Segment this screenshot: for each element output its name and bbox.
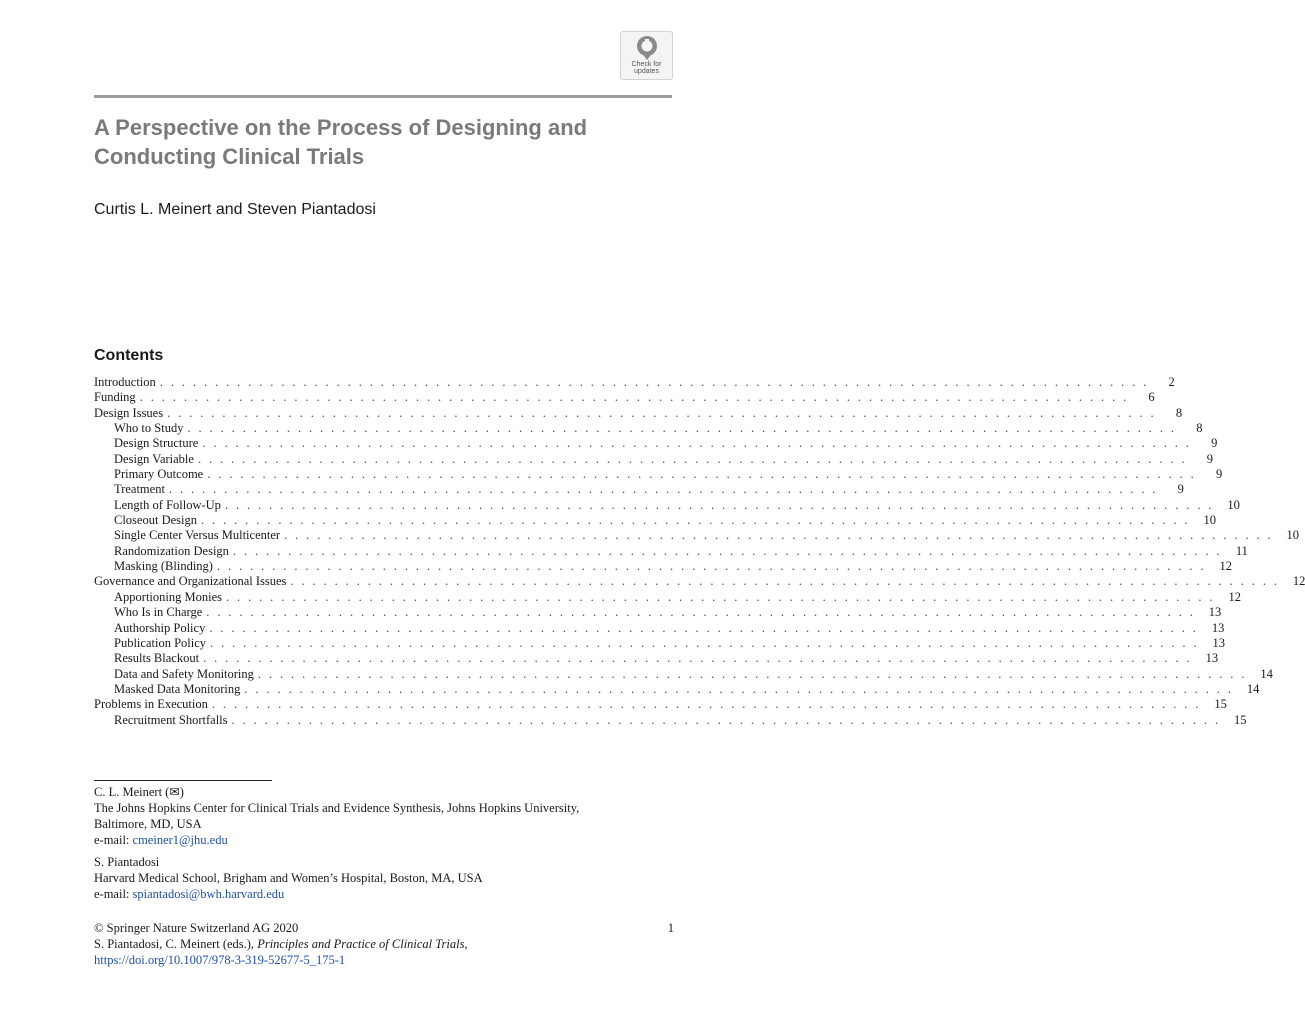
table-of-contents [94,375,1305,728]
toc-entry[interactable] [94,436,1218,451]
email-link-piantadosi[interactable]: spiantadosi@bwh.harvard.edu [132,887,285,901]
toc-entry-label[interactable]: Who Is in Charge [114,605,203,620]
toc-entry[interactable] [94,543,1248,559]
toc-entry-page[interactable]: 12 [1228,589,1241,604]
toc-entry-page[interactable]: 9 [1215,467,1223,482]
toc-entry-label[interactable]: Apportioning Monies [114,589,222,604]
chapter-authors: Curtis L. Meinert and Steven Piantadosi [94,201,376,218]
page-number: 1 [667,921,674,935]
toc-entry[interactable] [94,651,1219,666]
email-link-meinert[interactable]: cmeiner1@jhu.edu [132,833,228,847]
toc-entry-label[interactable]: Masking (Blinding) [114,559,213,574]
toc-entry-page[interactable]: 10 [1203,513,1216,528]
affiliation-institution: The Johns Hopkins Center for Clinical Trials and Evidence Synthesis, Johns Hopkins University, [94,801,580,815]
email-prefix: e-mail: [94,887,133,901]
toc-entry-page[interactable]: 9 [1206,451,1213,466]
toc-dot-leader: . . . . . . . . . . . . . . . . . . . . . . . . . . . . . . . . . . . . . . . . . . . . . . . . . . . . . . . . . . . . . . . . . . . . . . . . . . . . . . . . . . . . . . . . . . [232,543,1222,558]
toc-dot-leader: . . . . . . . . . . . . . . . . . . . . . . . . . . . . . . . . . . . . . . . . . . . . . . . . . . . . . . . . . . . . . . . . . . . . . . . . . . . . . . . . . . . . . . . . . . [207,467,1197,482]
toc-entry[interactable] [94,589,1241,605]
toc-entry[interactable] [94,375,1175,390]
toc-entry[interactable] [94,405,1183,421]
affiliation-email-line [94,832,684,848]
check-for-updates-icon [635,35,659,61]
toc-entry-label[interactable]: Introduction [94,375,156,389]
toc-entry-label[interactable]: Recruitment Shortfalls [114,712,228,727]
toc-entry[interactable] [94,697,1227,712]
toc-dot-leader: . . . . . . . . . . . . . . . . . . . . . . . . . . . . . . . . . . . . . . . . . . . . . . . . . . . . . . . . . . . . . . . . . . . . . . . . . . . . . . . . . . . . . . . . . . [187,421,1177,436]
toc-entry[interactable] [94,681,1260,697]
copyright-line [94,920,674,936]
toc-entry[interactable] [94,390,1155,405]
chapter-title: A Perspective on the Process of Designing and Conducting Clinical Trials [94,115,588,169]
affiliation-piantadosi [94,854,684,902]
toc-dot-leader: . . . . . . . . . . . . . . . . . . . . . . . . . . . . . . . . . . . . . . . . . . . . . . . . . . . . . . . . . . . . . . . . . . . . . . . . . . . . . . . . . . . . . . . . . . [206,605,1196,620]
toc-entry[interactable] [94,712,1247,728]
toc-dot-leader: . . . . . . . . . . . . . . . . . . . . . . . . . . . . . . . . . . . . . . . . . . . . . . . . . . . . . . . . . . . . . . . . . . . . . . . . . . . . . . . . . . . . . . . . . . [225,589,1215,604]
toc-entry-label[interactable]: Length of Follow-Up [114,497,221,512]
toc-dot-leader: . . . . . . . . . . . . . . . . . . . . . . . . . . . . . . . . . . . . . . . . . . . . . . . . . . . . . . . . . . . . . . . . . . . . . . . . . . . . . . . . . . . . . . . . . . [284,528,1274,543]
doi-link[interactable]: https://doi.org/10.1007/978-3-319-52677-5_175-1 [94,953,346,967]
toc-entry-label[interactable]: Who to Study [114,421,184,436]
toc-entry-label[interactable]: Authorship Policy [114,620,206,635]
toc-entry-page[interactable]: 14 [1260,666,1273,681]
affiliation-email-line [94,886,684,902]
toc-entry[interactable] [94,528,1300,543]
toc-dot-leader: . . . . . . . . . . . . . . . . . . . . . . . . . . . . . . . . . . . . . . . . . . . . . . . . . . . . . . . . . . . . . . . . . . . . . . . . . . . . . . . . . . . . . . . . . . [168,482,1158,497]
toc-entry-page[interactable]: 10 [1286,528,1300,543]
doi-line [94,952,674,968]
badge-label-line1: Check for [631,61,662,68]
citation-prefix: S. Piantadosi, C. Meinert (eds.), [94,937,258,951]
toc-entry-page[interactable]: 13 [1205,651,1219,666]
citation-suffix: , [464,937,468,951]
affiliation-name: S. Piantadosi [94,855,160,869]
contents-heading: Contents [94,347,164,364]
toc-entry-page[interactable]: 6 [1148,390,1155,405]
toc-entry-label[interactable]: Funding [94,390,136,405]
toc-entry-label[interactable]: Primary Outcome [114,467,204,482]
toc-entry-label[interactable]: Problems in Execution [94,697,208,712]
toc-dot-leader: . . . . . . . . . . . . . . . . . . . . . . . . . . . . . . . . . . . . . . . . . . . . . . . . . . . . . . . . . . . . . . . . . . . . . . . . . . . . . . . . . . . . . . . . . . [216,559,1206,574]
toc-entry-label[interactable]: Closeout Design [114,513,197,528]
toc-entry-page[interactable]: 11 [1235,543,1248,558]
toc-entry[interactable] [94,421,1203,436]
citation-book-title: Principles and Practice of Clinical Trials [257,937,465,951]
email-prefix: e-mail: [94,833,133,847]
toc-dot-leader: . . . . . . . . . . . . . . . . . . . . . . . . . . . . . . . . . . . . . . . . . . . . . . . . . . . . . . . . . . . . . . . . . . . . . . . . . . . . . . . . . . . . . . . . . . [244,681,1234,696]
toc-dot-leader: . . . . . . . . . . . . . . . . . . . . . . . . . . . . . . . . . . . . . . . . . . . . . . . . . . . . . . . . . . . . . . . . . . . . . . . . . . . . . . . . . . . . . . . . . . [200,513,1190,528]
toc-entry-page[interactable]: 13 [1208,605,1222,620]
toc-entry[interactable] [94,635,1225,651]
toc-entry-label[interactable]: Treatment [114,482,165,497]
toc-entry-page[interactable]: 12 [1219,559,1232,574]
toc-entry-page[interactable]: 13 [1211,620,1225,635]
toc-dot-leader: . . . . . . . . . . . . . . . . . . . . . . . . . . . . . . . . . . . . . . . . . . . . . . . . . . . . . . . . . . . . . . . . . . . . . . . . . . . . . . . . . . . . . . . . . . [209,620,1199,635]
toc-dot-leader: . . . . . . . . . . . . . . . . . . . . . . . . . . . . . . . . . . . . . . . . . . . . . . . . . . . . . . . . . . . . . . . . . . . . . . . . . . . . . . . . . . . . . . . . . . [231,712,1221,727]
toc-dot-leader: . . . . . . . . . . . . . . . . . . . . . . . . . . . . . . . . . . . . . . . . . . . . . . . . . . . . . . . . . . . . . . . . . . . . . . . . . . . . . . . . . . . . . . . . . . [202,436,1192,451]
toc-entry-label[interactable]: Masked Data Monitoring [114,681,241,696]
toc-dot-leader: . . . . . . . . . . . . . . . . . . . . . . . . . . . . . . . . . . . . . . . . . . . . . . . . . . . . . . . . . . . . . . . . . . . . . . . . . . . . . . . . . . . . . . . . . . [139,390,1129,405]
toc-entry[interactable] [94,559,1232,574]
footnote-rule [94,780,272,781]
toc-entry-label[interactable]: Randomization Design [114,543,229,558]
toc-dot-leader: . . . . . . . . . . . . . . . . . . . . . . . . . . . . . . . . . . . . . . . . . . . . . . . . . . . . . . . . . . . . . . . . . . . . . . . . . . . . . . . . . . . . . . . . . . [211,697,1201,712]
toc-dot-leader: . . . . . . . . . . . . . . . . . . . . . . . . . . . . . . . . . . . . . . . . . . . . . . . . . . . . . . . . . . . . . . . . . . . . . . . . . . . . . . . . . . . . . . . . . . [197,451,1187,466]
toc-dot-leader: . . . . . . . . . . . . . . . . . . . . . . . . . . . . . . . . . . . . . . . . . . . . . . . . . . . . . . . . . . . . . . . . . . . . . . . . . . . . . . . . . . . . . . . . . . [159,375,1149,389]
check-for-updates-badge[interactable] [620,31,673,80]
toc-entry[interactable] [94,482,1184,497]
toc-entry[interactable] [94,467,1223,482]
toc-entry-page[interactable]: 15 [1234,712,1247,727]
toc-dot-leader: . . . . . . . . . . . . . . . . . . . . . . . . . . . . . . . . . . . . . . . . . . . . . . . . . . . . . . . . . . . . . . . . . . . . . . . . . . . . . . . . . . . . . . . . . . [203,651,1193,666]
affiliation-name: C. L. Meinert (✉) [94,785,184,799]
affiliation-institution: Harvard Medical School, Brigham and Women’s Hospital, Boston, MA, USA [94,871,483,885]
toc-entry[interactable] [94,574,1305,589]
toc-entry[interactable] [94,620,1225,636]
toc-entry-label[interactable]: Publication Policy [114,635,207,650]
badge-label-line2: updates [634,68,659,75]
toc-entry-label[interactable]: Single Center Versus Multicenter [114,528,281,543]
page-footer [94,920,674,968]
toc-dot-leader: . . . . . . . . . . . . . . . . . . . . . . . . . . . . . . . . . . . . . . . . . . . . . . . . . . . . . . . . . . . . . . . . . . . . . . . . . . . . . . . . . . . . . . . . . . [290,574,1280,589]
citation-line [94,936,674,952]
toc-entry-label[interactable]: Design Structure [114,436,199,451]
affiliation-meinert [94,784,684,848]
toc-entry-page[interactable]: 8 [1175,405,1183,420]
toc-entry-label[interactable]: Design Issues [94,405,164,420]
toc-dot-leader: . . . . . . . . . . . . . . . . . . . . . . . . . . . . . . . . . . . . . . . . . . . . . . . . . . . . . . . . . . . . . . . . . . . . . . . . . . . . . . . . . . . . . . . . . . [257,666,1247,681]
toc-dot-leader: . . . . . . . . . . . . . . . . . . . . . . . . . . . . . . . . . . . . . . . . . . . . . . . . . . . . . . . . . . . . . . . . . . . . . . . . . . . . . . . . . . . . . . . . . . [224,497,1214,512]
toc-entry-label[interactable]: Governance and Organizational Issues [94,574,287,589]
toc-entry-label[interactable]: Results Blackout [114,651,200,666]
affiliation-location: Baltimore, MD, USA [94,817,202,831]
toc-entry-label[interactable]: Design Variable [114,451,194,466]
toc-entry[interactable] [94,513,1216,528]
toc-entry-page[interactable]: 8 [1196,421,1203,436]
toc-entry[interactable] [94,666,1273,682]
toc-entry-page[interactable]: 15 [1214,697,1227,712]
toc-entry-page[interactable]: 14 [1246,681,1260,696]
toc-dot-leader: . . . . . . . . . . . . . . . . . . . . . . . . . . . . . . . . . . . . . . . . . . . . . . . . . . . . . . . . . . . . . . . . . . . . . . . . . . . . . . . . . . . . . . . . . . [167,405,1157,420]
header-rule [94,95,672,98]
copyright-text: © Springer Nature Switzerland AG 2020 [94,921,299,935]
toc-dot-leader: . . . . . . . . . . . . . . . . . . . . . . . . . . . . . . . . . . . . . . . . . . . . . . . . . . . . . . . . . . . . . . . . . . . . . . . . . . . . . . . . . . . . . . . . . . [210,635,1199,650]
toc-entry-page[interactable]: 9 [1211,436,1218,451]
toc-entry-page[interactable]: 12 [1292,574,1305,589]
toc-entry-page[interactable]: 2 [1168,375,1175,389]
toc-entry-page[interactable]: 13 [1212,635,1225,650]
toc-entry-page[interactable]: 10 [1227,497,1240,512]
toc-entry[interactable] [94,451,1213,467]
toc-entry-page[interactable]: 9 [1177,482,1184,497]
toc-entry[interactable] [94,605,1222,620]
toc-entry-label[interactable]: Data and Safety Monitoring [114,666,254,681]
toc-entry[interactable] [94,497,1240,513]
